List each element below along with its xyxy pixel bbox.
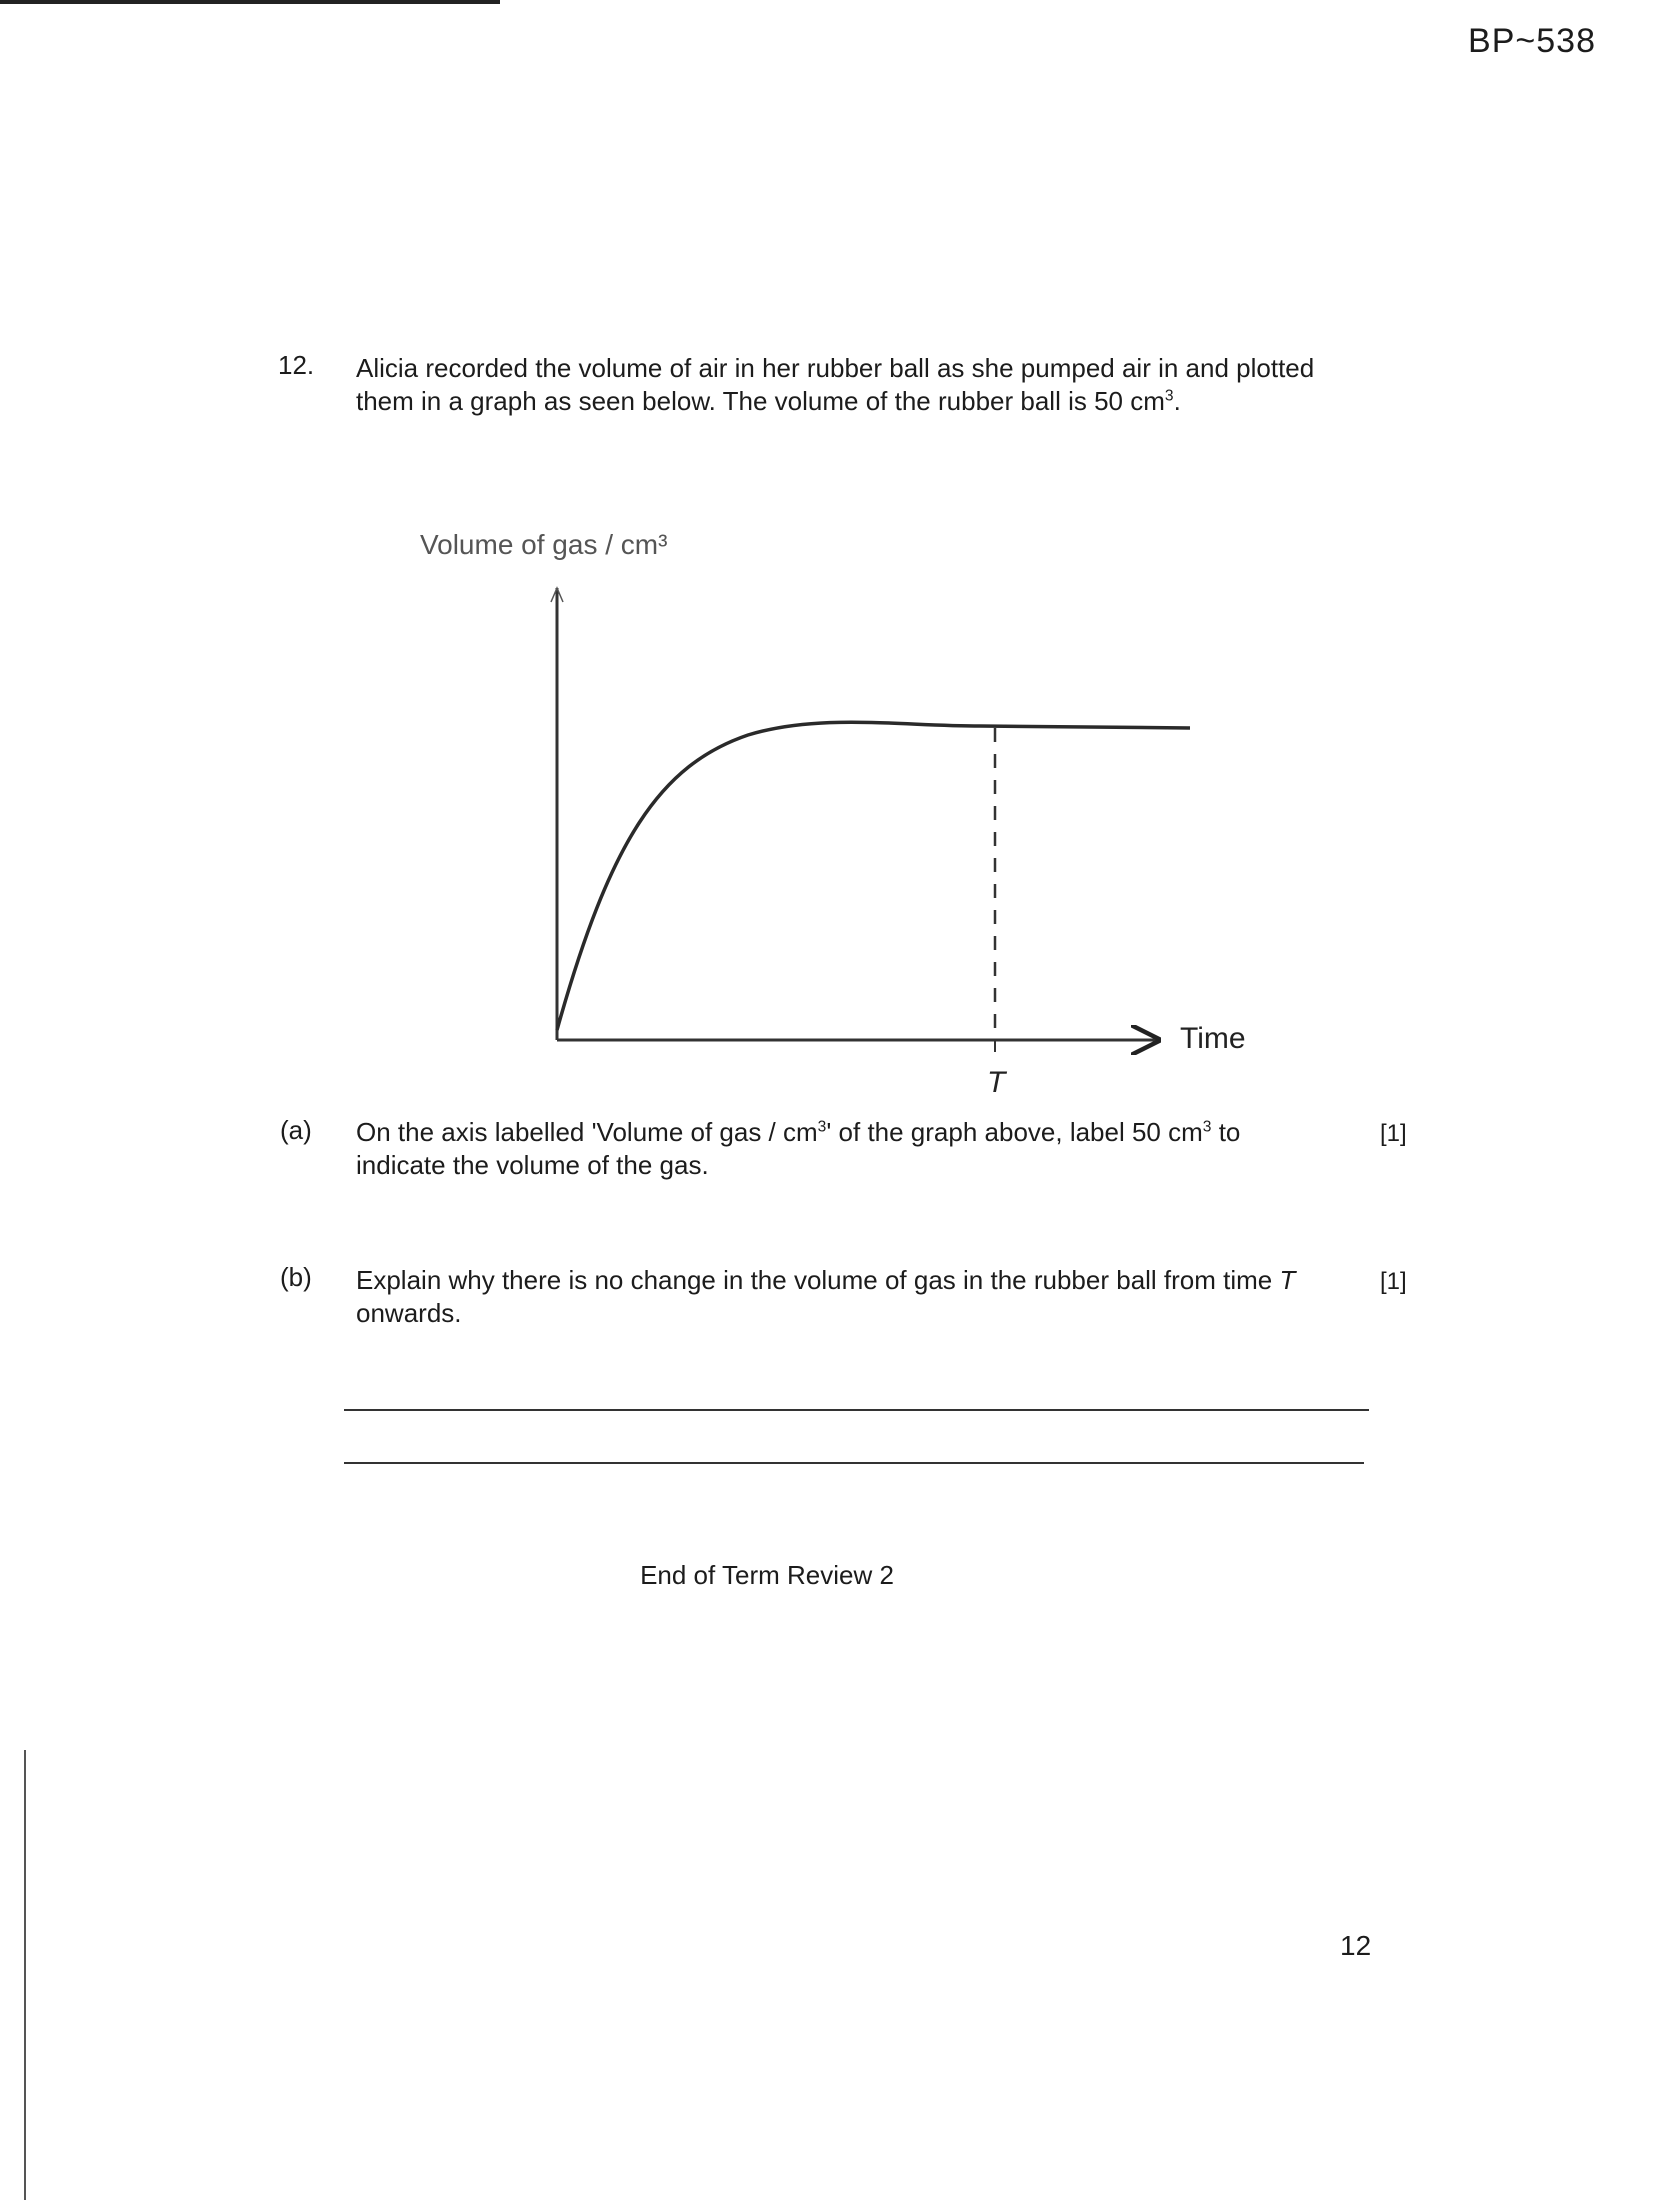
- y-axis-label: Volume of gas / cm³: [420, 529, 668, 560]
- volume-time-graph: [380, 510, 1280, 1099]
- question-text-superscript: 3: [1164, 387, 1174, 405]
- document-code: BP~538: [1468, 22, 1596, 60]
- scan-edge-line: [24, 1750, 26, 2200]
- part-b-text-2: onwards.: [356, 1298, 462, 1328]
- part-b-text: [356, 1264, 1336, 1330]
- x-axis-label: Time: [1180, 1022, 1246, 1055]
- question-text-main: Alicia recorded the volume of air in her rubber ball as she pumped air in and plotted them in a graph as seen below. The volume of the rubber ball is 50 cm: [356, 353, 1315, 416]
- part-b-text-1: Explain why there is no change in the volume of gas in the rubber ball from time: [356, 1265, 1280, 1295]
- footer-title: End of Term Review 2: [640, 1560, 894, 1590]
- part-a-sup-2: 3: [1202, 1118, 1212, 1136]
- part-a-label: (a): [280, 1115, 312, 1145]
- top-edge-bar: [0, 0, 500, 4]
- part-b-italic-T: T: [1279, 1265, 1296, 1295]
- question-text-end: .: [1173, 386, 1181, 416]
- part-b-marks: [1]: [1380, 1268, 1407, 1295]
- part-a-text-3: to indicate the volume of the gas.: [356, 1117, 1241, 1180]
- part-a-sup-1: 3: [817, 1118, 827, 1136]
- question-number: 12.: [278, 350, 315, 380]
- page-number: 12: [1340, 1930, 1372, 1961]
- time-T-label: T: [987, 1066, 1006, 1099]
- question-text: [356, 352, 1316, 418]
- answer-line-2[interactable]: [344, 1462, 1364, 1464]
- volume-curve: [557, 722, 1190, 1030]
- part-b-label: (b): [280, 1262, 312, 1292]
- answer-line-1[interactable]: [344, 1409, 1369, 1411]
- part-a-marks: [1]: [1380, 1120, 1407, 1147]
- part-a-text-2: ' of the graph above, label 50 cm: [826, 1117, 1203, 1147]
- part-a-text-1: On the axis labelled 'Volume of gas / cm: [356, 1117, 818, 1147]
- part-a-text: [356, 1116, 1336, 1182]
